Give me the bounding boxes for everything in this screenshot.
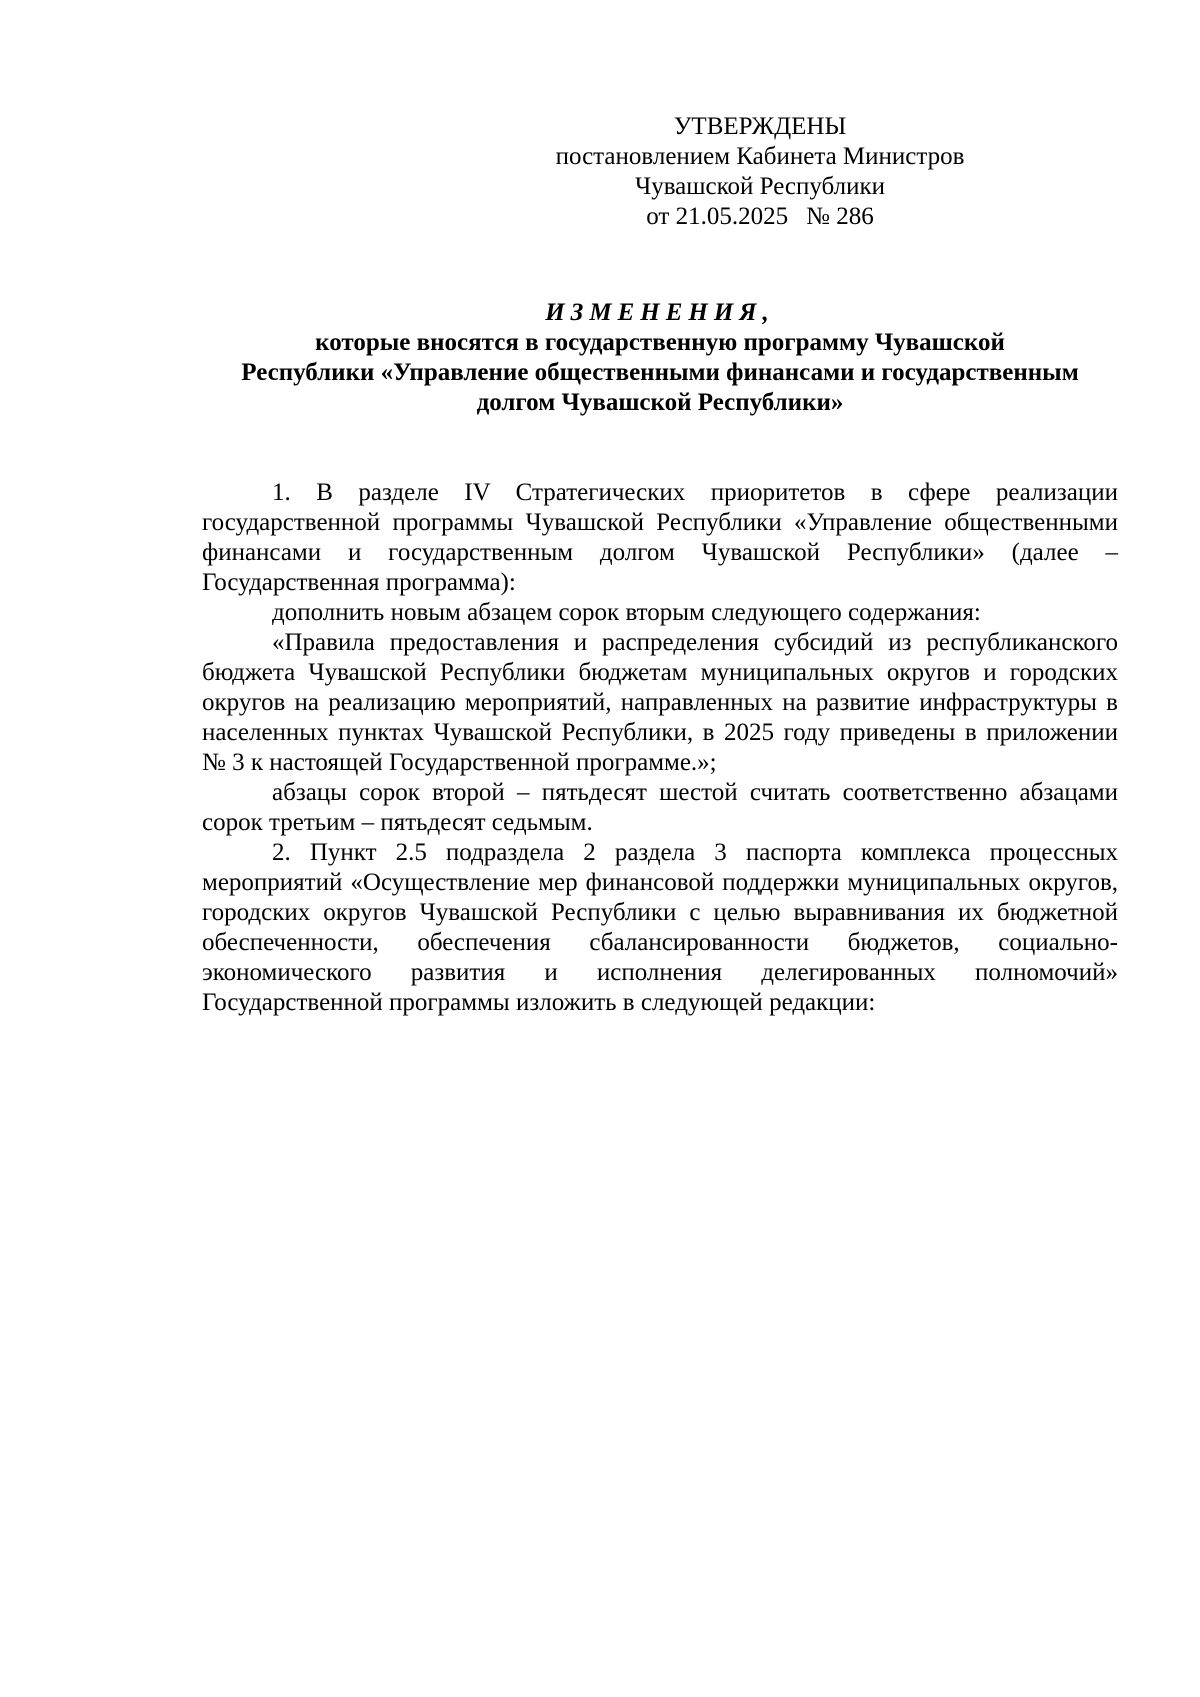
paragraph: «Правила предоставления и распределения субсидий из республиканского бюджета Чувашской Республики бюджетам муниципальных округов и городских округов на реализацию мероприятий, направленных на развитие инфраструктуры в населенных пунктах Чувашской Республики, в 2025 году приведены в приложении № 3 к настоящей Государственной программе.»; — [202, 629, 1118, 776]
document-title: ИЗМЕНЕНИЯ, — [545, 299, 775, 326]
approval-line-2: Чувашской Республики — [634, 173, 886, 200]
heading-line-3: долгом Чувашской Республики» — [476, 389, 844, 416]
approval-line-1: постановлением Кабинета Министров — [555, 143, 965, 170]
paragraph: 1. В разделе IV Стратегических приоритетов в сфере реализации государственной программы Чувашской Республики «Управление общественными финансами и государственным долгом Чувашской Республики» (далее – Государственная программа): — [202, 479, 1118, 596]
approval-title: УТВЕРЖДЕНЫ — [673, 113, 847, 140]
heading-line-1: которые вносятся в государственную программу Чувашской — [315, 329, 1005, 356]
paragraph: абзацы сорок второй – пятьдесят шестой считать соответственно абзацами сорок третьим – пятьдесят седьмым. — [202, 779, 1118, 836]
heading-line-2: Республики «Управление общественными финансами и государственным — [241, 359, 1079, 386]
paragraph: 2. Пункт 2.5 подраздела 2 раздела 3 паспорта комплекса процессных мероприятий «Осуществление мер финансовой поддержки муниципальных округов, городских округов Чувашской Республики с целью выравнивания их бюджетной обеспеченности, обеспечения сбалансированности бюджетов, социально-экономического развития и исполнения делегированных полномочий» Государственной программы изложить в следующей редакции: — [202, 839, 1118, 1016]
approval-date-line — [520, 202, 1000, 232]
document-heading — [200, 298, 1120, 418]
approval-date: от 21.05.2025 — [646, 203, 789, 230]
paragraph: дополнить новым абзацем сорок вторым следующего содержания: — [272, 599, 981, 626]
document-body — [202, 478, 1118, 1018]
approval-stamp — [520, 112, 1000, 232]
approval-number: № 286 — [806, 203, 874, 230]
